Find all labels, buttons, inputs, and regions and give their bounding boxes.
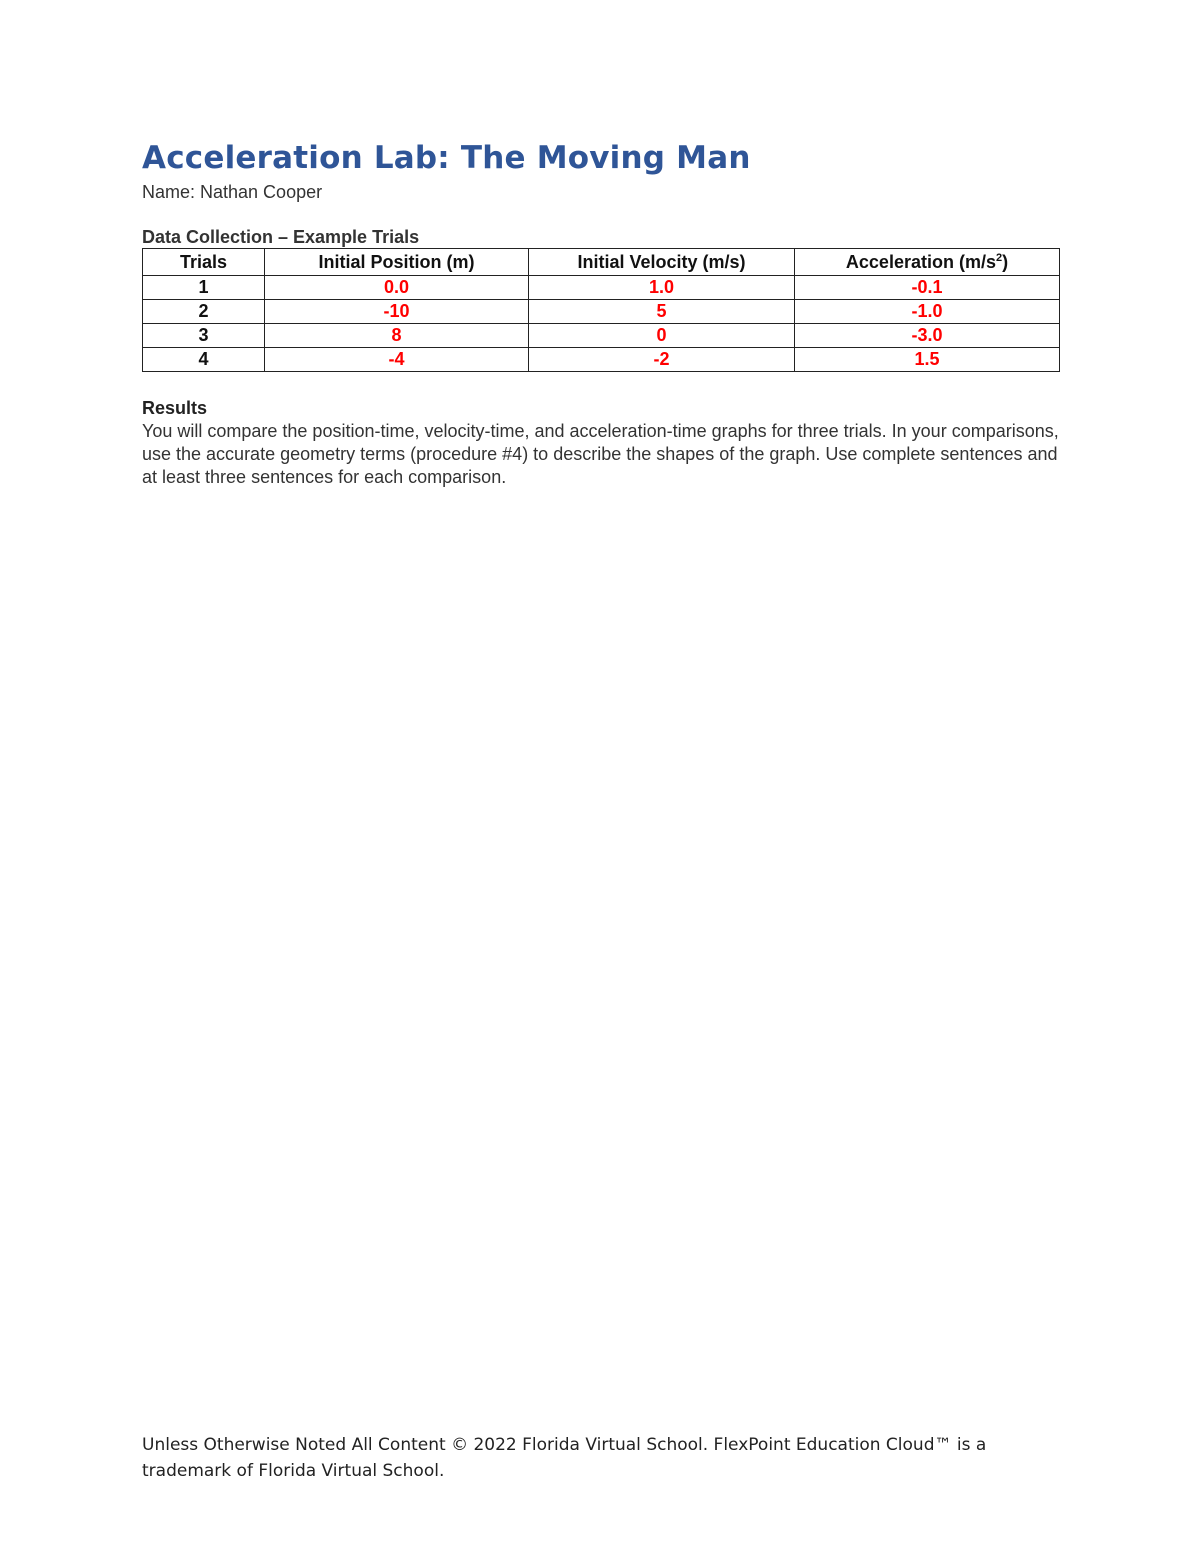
initial-position-value: -10 [265, 300, 529, 324]
initial-position-value: 0.0 [265, 276, 529, 300]
header-acceleration-exponent: 2 [995, 251, 1003, 264]
acceleration-value: 1.5 [795, 348, 1060, 372]
trial-number: 1 [143, 276, 265, 300]
trial-number: 2 [143, 300, 265, 324]
table-header-row [143, 249, 1060, 276]
header-acceleration [795, 249, 1060, 276]
acceleration-value: -3.0 [795, 324, 1060, 348]
page-title: Acceleration Lab: The Moving Man [142, 140, 751, 176]
header-acceleration-label: Acceleration (m/s [845, 251, 996, 272]
header-initial-velocity: Initial Velocity (m/s) [529, 249, 795, 276]
table-row [143, 348, 1060, 372]
initial-velocity-value: -2 [529, 348, 795, 372]
acceleration-value: -0.1 [795, 276, 1060, 300]
header-initial-position: Initial Position (m) [265, 249, 529, 276]
table-row [143, 324, 1060, 348]
header-trials: Trials [143, 249, 265, 276]
trials-table [142, 248, 1060, 372]
initial-position-value: 8 [265, 324, 529, 348]
trial-number: 3 [143, 324, 265, 348]
student-name: Name: Nathan Cooper [142, 182, 323, 202]
table-row [143, 300, 1060, 324]
initial-position-value: -4 [265, 348, 529, 372]
header-acceleration-close: ) [1002, 251, 1009, 272]
initial-velocity-value: 5 [529, 300, 795, 324]
trial-number: 4 [143, 348, 265, 372]
data-collection-heading: Data Collection – Example Trials [142, 227, 420, 247]
table-row [143, 276, 1060, 300]
results-heading: Results [142, 398, 208, 418]
initial-velocity-value: 0 [529, 324, 795, 348]
results-instructions: You will compare the position-time, velocity-time, and acceleration-time graphs for three trials. In your comparisons, use the accurate geometry terms (procedure #4) to describe the shapes of the graph. Use complete sentences and at least three sentences for each comparison. [142, 421, 1059, 487]
acceleration-value: -1.0 [795, 300, 1060, 324]
copyright-footer: Unless Otherwise Noted All Content © 2022 Florida Virtual School. FlexPoint Education Cloud™ is a trademark of Florida Virtual School. [142, 1435, 987, 1481]
initial-velocity-value: 1.0 [529, 276, 795, 300]
